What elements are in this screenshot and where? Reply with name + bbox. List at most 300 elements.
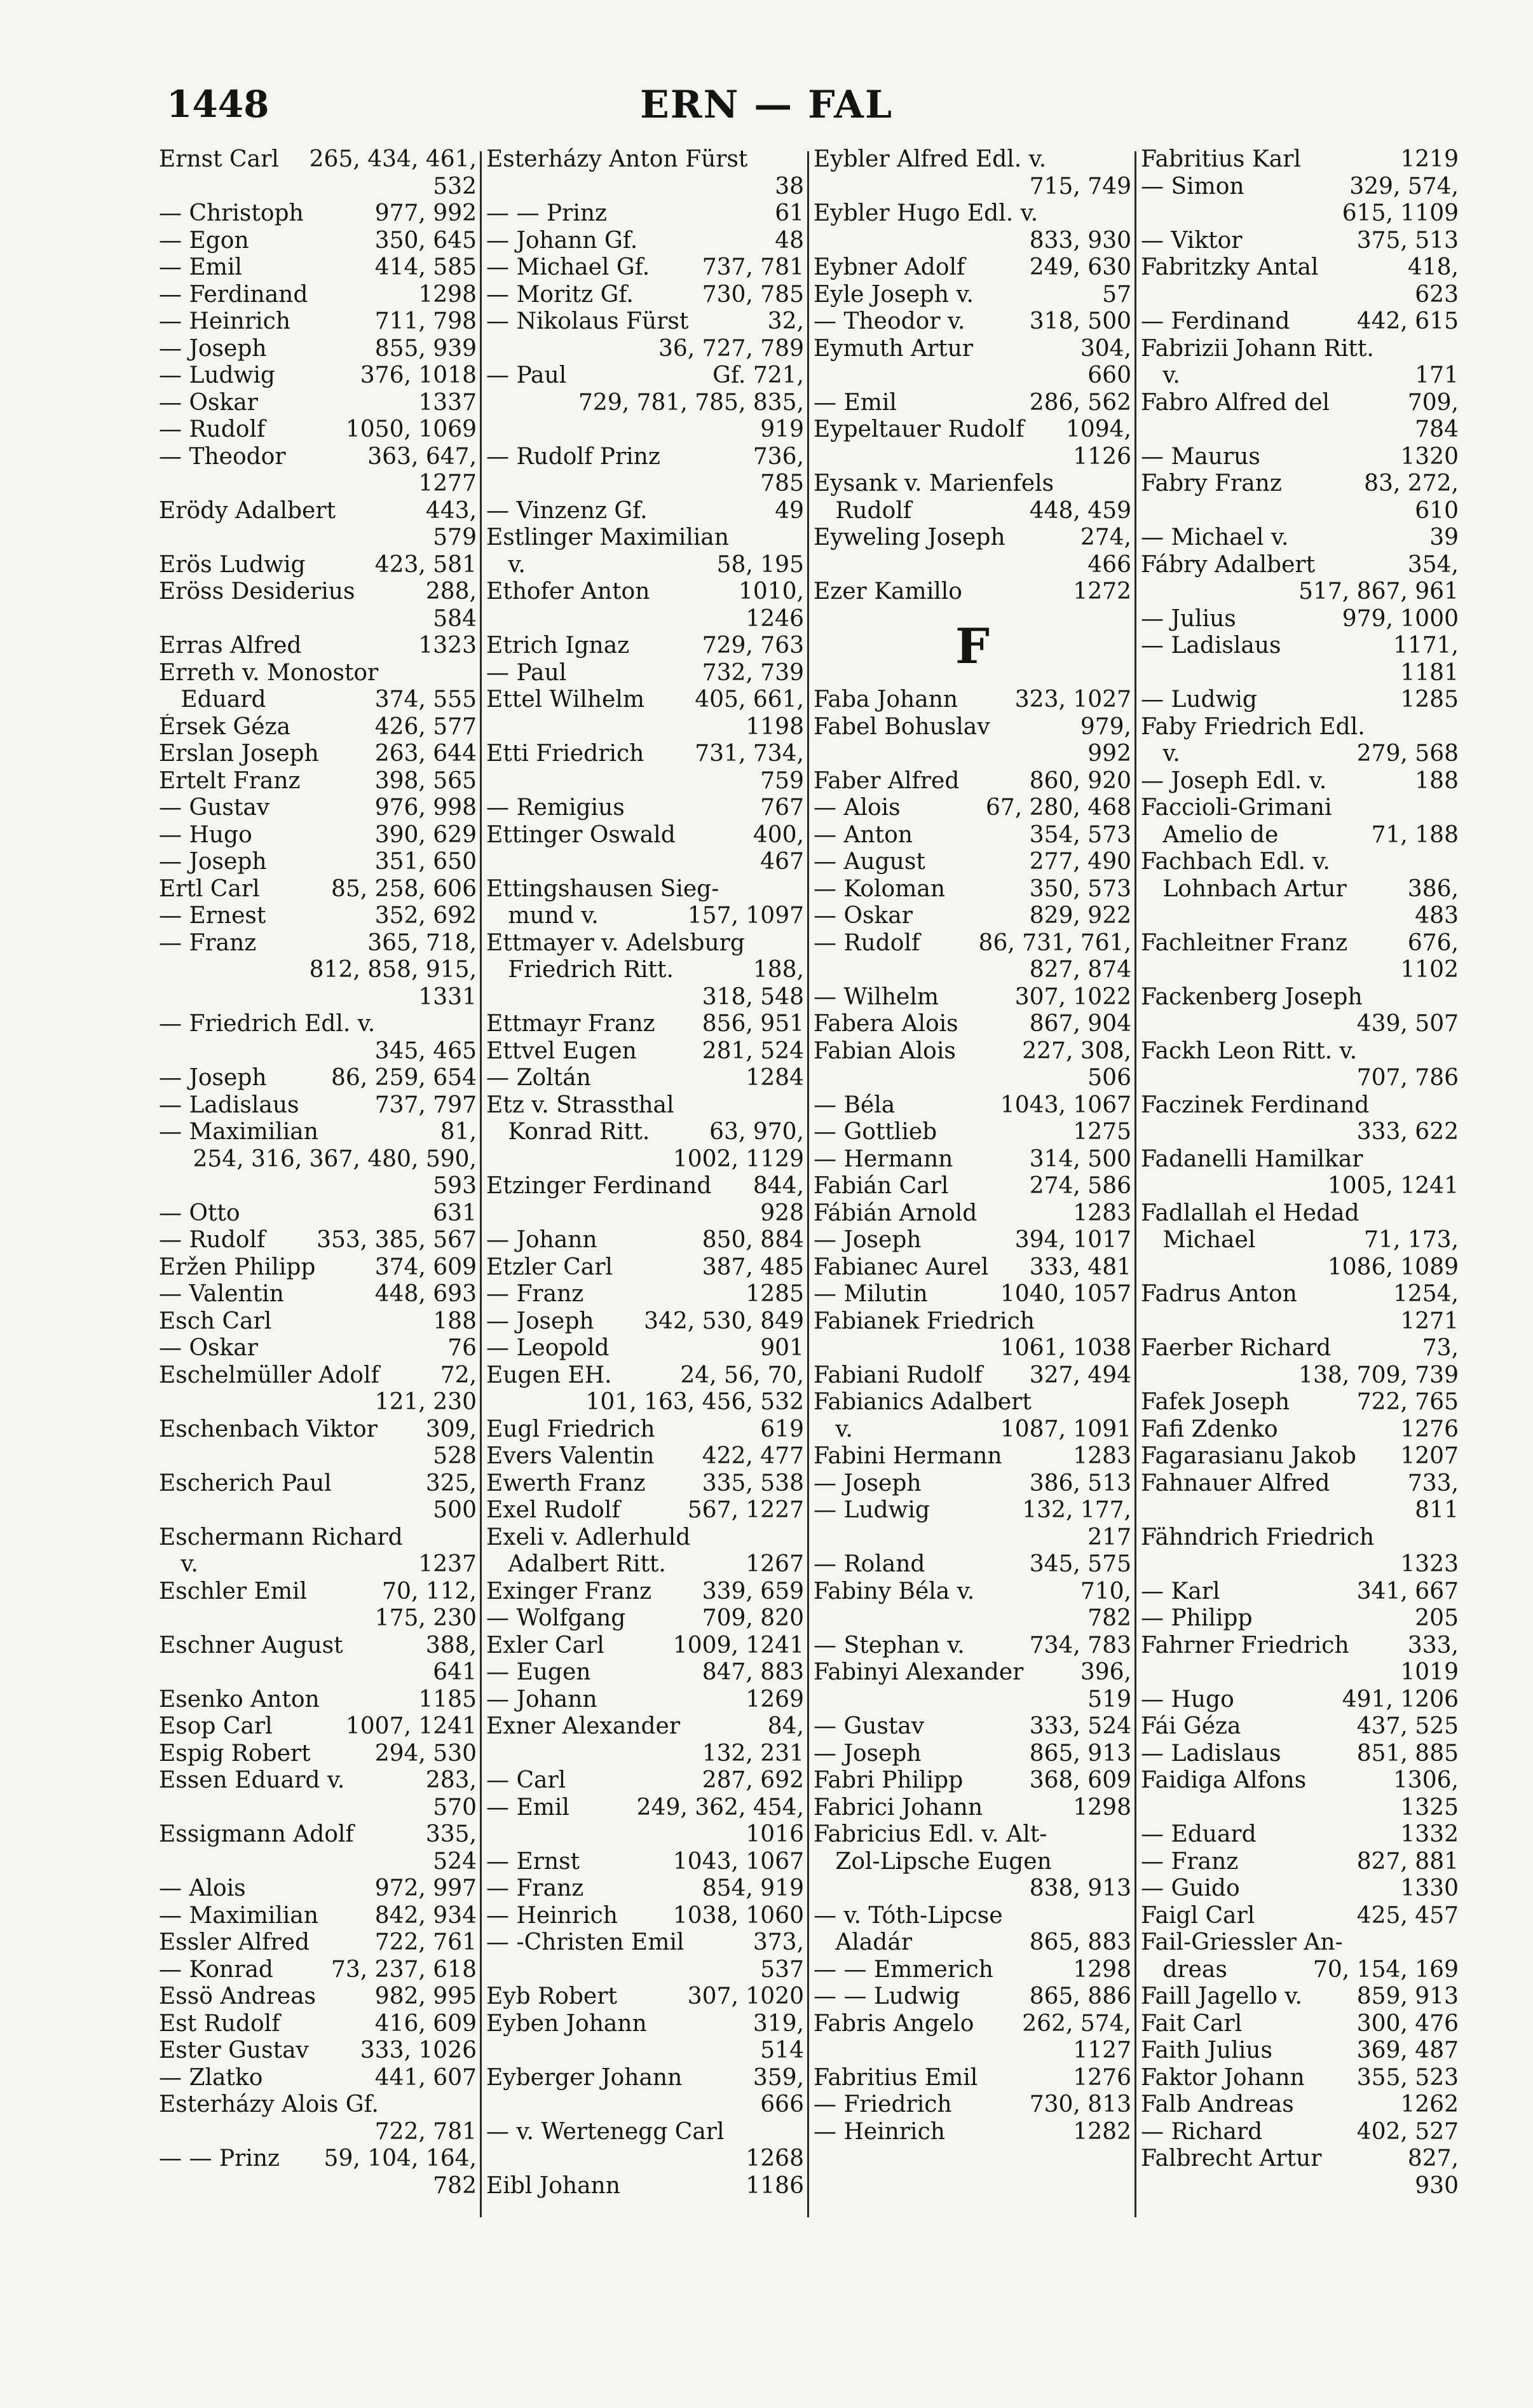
entry-pages: 1284 — [746, 1065, 804, 1091]
entry-name: — Maurus — [1141, 443, 1260, 470]
entry-name: — Ludwig — [814, 1497, 930, 1523]
entry-pages: 355, 523 — [1356, 2064, 1459, 2091]
entry-pages: 448, 693 — [374, 1281, 477, 1307]
entry-pages: 1102 — [1400, 957, 1459, 983]
entry-pages: 972, 997 — [374, 1875, 477, 1901]
entry-pages: 249, 630 — [1029, 254, 1131, 280]
index-entry — [486, 2091, 804, 2119]
index-entry — [486, 578, 804, 606]
entry-name: — Emil — [814, 389, 897, 416]
entry-name: — Hugo — [159, 821, 252, 848]
entry-pages: 1323 — [1400, 1551, 1459, 1577]
entry-pages: 101, 163, 456, 532 — [585, 1389, 804, 1415]
entry-pages: 263, 644 — [374, 741, 477, 767]
index-entry — [486, 1713, 804, 1741]
index-entry — [1141, 1821, 1459, 1849]
entry-pages: 400, — [753, 821, 804, 848]
entry-pages: 350, 573 — [1029, 875, 1131, 902]
index-entry — [1141, 1632, 1459, 1660]
entry-pages: 847, 883 — [702, 1659, 804, 1685]
index-entry — [1141, 174, 1459, 201]
entry-pages: 1219 — [1400, 146, 1459, 172]
entry-pages: 1269 — [746, 1686, 804, 1713]
index-entry — [814, 1632, 1131, 1660]
entry-name: Erödy Adalbert — [159, 497, 336, 524]
entry-pages: 709, 820 — [702, 1605, 804, 1631]
entry-pages: 374, 609 — [374, 1254, 477, 1280]
entry-pages: 1267 — [746, 1551, 804, 1577]
entry-name: v. — [814, 1416, 853, 1442]
index-entry — [814, 146, 1131, 174]
index-entry — [159, 876, 477, 903]
index-entry — [1141, 633, 1459, 660]
index-entry — [159, 741, 477, 768]
index-entry — [1141, 714, 1459, 741]
entry-pages: 386, — [1407, 875, 1459, 902]
entry-pages: 584 — [433, 605, 477, 632]
entry-pages: 1277 — [418, 470, 477, 496]
index-entry — [814, 1578, 1131, 1606]
entry-name: Fabri Philipp — [814, 1767, 964, 1793]
index-entry — [1141, 1173, 1459, 1200]
index-entry — [486, 768, 804, 795]
entry-pages: 329, 574, — [1349, 173, 1459, 200]
entry-pages: 782 — [1087, 1605, 1131, 1631]
index-entry — [159, 524, 477, 552]
entry-name: Fachleitner Franz — [1141, 929, 1348, 956]
index-entry — [814, 174, 1131, 201]
index-entry — [1141, 1983, 1459, 2011]
index-entry — [1141, 957, 1459, 984]
index-entry — [486, 1254, 804, 1282]
entry-pages: 58, 195 — [716, 551, 804, 578]
index-entry — [159, 1983, 477, 2011]
entry-pages: 1330 — [1400, 1875, 1459, 1901]
index-entry — [1141, 768, 1459, 795]
entry-name: — Eduard — [1141, 1821, 1257, 1847]
index-entry — [814, 1524, 1131, 1552]
entry-name: — Wolfgang — [486, 1605, 626, 1631]
index-entry — [486, 687, 804, 714]
entry-pages: 333, 1026 — [360, 2037, 477, 2063]
entry-pages: 249, 362, 454, — [636, 1794, 804, 1821]
entry-name: — Rudolf — [814, 929, 920, 956]
index-entry — [486, 174, 804, 201]
entry-name: Esch Carl — [159, 1308, 272, 1334]
entry-pages: 1320 — [1400, 443, 1459, 470]
entry-pages: 1181 — [1400, 659, 1459, 686]
entry-name: Etzler Carl — [486, 1254, 613, 1280]
index-entry — [486, 2119, 804, 2146]
entry-pages: 730, 813 — [1029, 2091, 1131, 2117]
entry-pages: 86, 259, 654 — [330, 1065, 477, 1091]
column-divider — [807, 151, 809, 2217]
entry-pages: 1298 — [418, 281, 477, 308]
index-entry — [814, 1497, 1131, 1524]
entry-name: — Heinrich — [159, 308, 290, 334]
index-entry — [159, 1929, 477, 1957]
entry-pages: 265, 434, 461, — [309, 146, 477, 172]
entry-name: Ettmayr Franz — [486, 1011, 655, 1037]
entry-name: — Christoph — [159, 200, 304, 226]
index-entry — [486, 1227, 804, 1254]
entry-name: Fabián Carl — [814, 1173, 949, 1199]
index-entry — [159, 1443, 477, 1470]
entry-name: — Franz — [159, 929, 257, 956]
entry-name: Faccioli-Grimani — [1141, 795, 1332, 821]
entry-pages: 85, 258, 606 — [330, 875, 477, 902]
index-entry — [1141, 1227, 1459, 1254]
entry-name: Essen Eduard v. — [159, 1767, 345, 1793]
index-entry — [159, 1632, 477, 1660]
entry-pages: 304, — [1080, 335, 1131, 362]
entry-pages: 439, 507 — [1356, 1011, 1459, 1037]
index-entry — [814, 1849, 1131, 1876]
index-entry — [1141, 1281, 1459, 1308]
entry-pages: 537 — [760, 1956, 804, 1983]
index-entry — [159, 444, 477, 471]
index-entry — [814, 1362, 1131, 1390]
entry-name: Eysank v. Marienfels — [814, 470, 1054, 496]
entry-name: Érsek Géza — [159, 713, 291, 740]
index-entry — [159, 660, 477, 687]
index-entry — [814, 2119, 1131, 2146]
entry-name: Fait Carl — [1141, 2010, 1243, 2037]
entry-name: Etti Friedrich — [486, 741, 644, 767]
entry-name: Ewerth Franz — [486, 1470, 646, 1496]
entry-pages: 930 — [1415, 2172, 1459, 2199]
index-entry — [1141, 1713, 1459, 1741]
entry-name: Esterházy Alois Gf. — [159, 2091, 379, 2117]
index-entry — [159, 254, 477, 282]
entry-pages: 517, 867, 961 — [1298, 578, 1459, 605]
index-entry — [1141, 1795, 1459, 1822]
entry-pages: 175, 230 — [374, 1605, 477, 1631]
entry-pages: 1323 — [418, 633, 477, 659]
entry-pages: 722, 765 — [1356, 1389, 1459, 1415]
entry-name: Amelio de — [1141, 821, 1279, 848]
entry-pages: 1275 — [1073, 1119, 1131, 1145]
index-entry — [814, 282, 1131, 309]
entry-name: Eymuth Artur — [814, 335, 974, 362]
index-entry — [486, 957, 804, 984]
entry-pages: 388, — [425, 1632, 477, 1659]
entry-pages: 254, 316, 367, 480, 590, — [193, 1146, 477, 1172]
entry-name: — — Prinz — [159, 2145, 280, 2172]
entry-pages: 491, 1206 — [1342, 1686, 1459, 1713]
entry-pages: 732, 739 — [702, 659, 804, 686]
index-entry — [1141, 578, 1459, 606]
entry-pages: 132, 231 — [702, 1740, 804, 1767]
entry-pages: 341, 667 — [1356, 1578, 1459, 1604]
entry-pages: 593 — [433, 1173, 477, 1199]
index-entry — [486, 2173, 804, 2200]
entry-pages: 1043, 1067 — [1000, 1091, 1131, 1118]
index-entry — [814, 930, 1131, 957]
index-entry — [1141, 876, 1459, 903]
entry-name: Aladár — [814, 1929, 913, 1955]
index-entry — [1141, 2145, 1459, 2173]
index-entry — [159, 416, 477, 444]
column-4 — [1141, 146, 1459, 2225]
index-entry — [486, 1605, 804, 1632]
entry-name: Michael — [1141, 1227, 1256, 1253]
entry-pages: 70, 154, 169 — [1312, 1956, 1459, 1983]
entry-name: Fabritzky Antal — [1141, 254, 1319, 280]
entry-name: Erreth v. Monostor — [159, 659, 379, 686]
entry-pages: 992 — [1087, 741, 1131, 767]
entry-pages: 83, 272, — [1364, 470, 1459, 496]
index-entry — [814, 1119, 1131, 1146]
entry-pages: 1285 — [1400, 687, 1459, 713]
entry-pages: 855, 939 — [374, 335, 477, 362]
entry-name: — Gustav — [159, 795, 270, 821]
entry-pages: 784 — [1415, 416, 1459, 442]
entry-name: Fabiny Béla v. — [814, 1578, 975, 1604]
entry-name: — Theodor — [159, 443, 286, 470]
entry-name: Fafi Zdenko — [1141, 1416, 1278, 1442]
entry-pages: 318, 548 — [702, 983, 804, 1010]
index-entry — [159, 1741, 477, 1768]
entry-name: Zol-Lipsche Eugen — [814, 1848, 1052, 1875]
entry-name: — Maximilian — [159, 1119, 318, 1145]
index-entry — [814, 1605, 1131, 1632]
column-1 — [159, 146, 477, 2225]
entry-pages: 368, 609 — [1029, 1767, 1131, 1793]
index-entry — [1141, 795, 1459, 822]
entry-pages: 286, 562 — [1029, 389, 1131, 416]
entry-pages: 39 — [1429, 524, 1459, 551]
entry-pages: 394, 1017 — [1014, 1227, 1131, 1253]
index-entry — [159, 390, 477, 417]
entry-pages: 865, 913 — [1029, 1740, 1131, 1767]
entry-pages: 715, 749 — [1029, 173, 1131, 200]
index-entry — [486, 633, 804, 660]
entry-pages: 59, 104, 164, — [324, 2145, 477, 2172]
index-entry — [1141, 2173, 1459, 2200]
index-entry — [486, 1578, 804, 1606]
index-entry — [159, 282, 477, 309]
entry-pages: 138, 709, 739 — [1298, 1362, 1459, 1388]
entry-name: Eržen Philipp — [159, 1254, 316, 1280]
entry-name: Fábián Arnold — [814, 1200, 978, 1226]
entry-pages: 73, 237, 618 — [330, 1956, 477, 1983]
index-entry — [486, 1011, 804, 1038]
index-entry — [1141, 1767, 1459, 1795]
index-entry — [1141, 1362, 1459, 1390]
index-entry — [1141, 1038, 1459, 1065]
entry-pages: 851, 885 — [1356, 1740, 1459, 1767]
entry-name: — Ernst — [486, 1848, 580, 1875]
entry-name: — — Emmerich — [814, 1956, 993, 1983]
index-entry — [486, 1659, 804, 1686]
entry-name: — Joseph — [159, 849, 267, 875]
index-entry — [814, 416, 1131, 444]
index-entry — [486, 1795, 804, 1822]
entry-name: — Joseph — [814, 1227, 922, 1253]
entry-pages: 514 — [760, 2037, 804, 2063]
index-columns — [159, 146, 1459, 2231]
index-entry — [486, 606, 804, 633]
entry-pages: 1127 — [1073, 2037, 1131, 2063]
entry-name: — Friedrich — [814, 2091, 952, 2117]
index-entry — [159, 2119, 477, 2146]
entry-pages: 335, 538 — [702, 1470, 804, 1496]
entry-name: — Zlatko — [159, 2064, 263, 2091]
entry-name: — Ludwig — [1141, 687, 1257, 713]
entry-pages: 1283 — [1073, 1443, 1131, 1469]
entry-name: Ettingshausen Sieg- — [486, 875, 719, 902]
entry-pages: 49 — [775, 497, 804, 524]
index-entry — [159, 228, 477, 255]
entry-pages: 901 — [760, 1335, 804, 1361]
entry-pages: 423, 581 — [374, 551, 477, 578]
entry-pages: 737, 781 — [702, 254, 804, 280]
entry-name: Fabro Alfred del — [1141, 389, 1330, 416]
entry-pages: 188 — [433, 1308, 477, 1334]
index-entry — [486, 2065, 804, 2092]
entry-name: Fabricius Edl. v. Alt- — [814, 1821, 1047, 1847]
entry-pages: 867, 904 — [1029, 1011, 1131, 1037]
entry-pages: 442, 615 — [1356, 308, 1459, 334]
entry-pages: 121, 230 — [374, 1389, 477, 1415]
entry-pages: 274, 586 — [1029, 1173, 1131, 1199]
entry-name: — Roland — [814, 1551, 925, 1577]
entry-name: v. — [1141, 741, 1180, 767]
entry-pages: 369, 487 — [1356, 2037, 1459, 2063]
entry-name: mund v. — [486, 903, 599, 929]
entry-pages: 414, 585 — [374, 254, 477, 280]
entry-pages: 722, 781 — [374, 2118, 477, 2145]
entry-name: Essö Andreas — [159, 1983, 317, 2009]
index-entry — [486, 1632, 804, 1660]
entry-name: — Joseph — [814, 1470, 922, 1496]
index-entry — [1141, 1308, 1459, 1336]
index-entry — [486, 1173, 804, 1200]
index-entry — [1141, 444, 1459, 471]
page-number: 1448 — [167, 83, 269, 126]
index-entry — [814, 578, 1131, 606]
entry-name: — Viktor — [1141, 227, 1243, 254]
entry-name: — Emil — [486, 1794, 569, 1821]
index-entry — [814, 498, 1131, 525]
column-divider — [480, 151, 482, 2217]
entry-pages: 1271 — [1400, 1308, 1459, 1334]
entry-pages: 443, — [425, 497, 477, 524]
entry-pages: 188, — [753, 957, 804, 983]
index-entry — [159, 1497, 477, 1524]
entry-pages: 71, 188 — [1371, 821, 1459, 848]
index-entry — [159, 1362, 477, 1390]
entry-name: Faidiga Alfons — [1141, 1767, 1307, 1793]
entry-name: — Joseph — [486, 1308, 594, 1334]
entry-pages: 217 — [1087, 1524, 1131, 1550]
index-entry — [159, 470, 477, 498]
index-entry — [1141, 2091, 1459, 2119]
entry-list — [159, 146, 477, 2199]
entry-name: — Vinzenz Gf. — [486, 497, 648, 524]
entry-name: — Franz — [1141, 1848, 1239, 1875]
index-entry — [486, 1741, 804, 1768]
entry-pages: 288, — [425, 578, 477, 605]
index-entry — [814, 2065, 1131, 2092]
entry-name: — Otto — [159, 1200, 240, 1226]
entry-pages: 1009, 1241 — [672, 1632, 804, 1659]
entry-pages: 323, 1027 — [1014, 687, 1131, 713]
entry-pages: 1016 — [746, 1821, 804, 1847]
entry-name: — Paul — [486, 362, 567, 388]
entry-name: Exeli v. Adlerhuld — [486, 1524, 691, 1550]
entry-pages: 570 — [433, 1794, 477, 1821]
index-entry — [1141, 822, 1459, 849]
index-entry — [486, 1281, 804, 1308]
entry-pages: 84, — [767, 1713, 804, 1739]
entry-pages: 1298 — [1073, 1794, 1131, 1821]
index-entry — [159, 1011, 477, 1038]
index-entry — [814, 390, 1131, 417]
index-entry — [486, 1416, 804, 1444]
entry-pages: 730, 785 — [702, 281, 804, 308]
entry-name: — Moritz Gf. — [486, 281, 634, 308]
entry-name: — Oskar — [159, 389, 258, 416]
index-entry — [814, 1146, 1131, 1173]
index-entry — [1141, 930, 1459, 957]
entry-name: — Heinrich — [486, 1902, 618, 1929]
entry-pages: 333, 524 — [1029, 1713, 1131, 1739]
index-entry — [814, 524, 1131, 552]
entry-pages: 333, 481 — [1029, 1254, 1131, 1280]
index-entry — [486, 714, 804, 741]
entry-name: Etrich Ignaz — [486, 633, 630, 659]
entry-name: — Alois — [814, 795, 901, 821]
index-entry — [814, 1416, 1131, 1444]
index-entry — [814, 336, 1131, 363]
index-entry — [814, 1659, 1131, 1686]
entry-pages: 36, 727, 789 — [658, 335, 804, 362]
index-entry — [159, 984, 477, 1011]
index-entry — [486, 1146, 804, 1173]
entry-name: Fabry Franz — [1141, 470, 1282, 496]
index-entry — [159, 1173, 477, 1200]
entry-name: — Johann Gf. — [486, 227, 638, 254]
index-entry — [814, 1903, 1131, 1930]
index-entry — [814, 1308, 1131, 1336]
entry-name: Faktor Johann — [1141, 2064, 1305, 2091]
index-entry — [486, 1983, 804, 2011]
entry-pages: 1002, 1129 — [672, 1146, 804, 1172]
entry-name: Eschler Emil — [159, 1578, 308, 1604]
entry-name: Faczinek Ferdinand — [1141, 1091, 1370, 1118]
index-entry — [159, 362, 477, 390]
entry-name: — v. Wertenegg Carl — [486, 2118, 725, 2145]
entry-pages: 86, 731, 761, — [978, 929, 1131, 956]
entry-name: — Ladislaus — [1141, 1740, 1281, 1767]
entry-pages: 1186 — [746, 2172, 804, 2199]
index-entry — [814, 444, 1131, 471]
index-entry — [486, 1200, 804, 1228]
index-entry — [486, 1362, 804, 1390]
entry-name: Faba Johann — [814, 687, 958, 713]
entry-name: Fabera Alois — [814, 1011, 958, 1037]
entry-pages: 734, 783 — [1029, 1632, 1131, 1659]
entry-name: — Joseph — [814, 1740, 922, 1767]
index-entry — [486, 741, 804, 768]
entry-pages: 707, 786 — [1356, 1065, 1459, 1091]
entry-pages: 1276 — [1400, 1416, 1459, 1442]
entry-name: — Richard — [1141, 2118, 1263, 2145]
index-entry — [1141, 1903, 1459, 1930]
entry-pages: 979, — [1080, 713, 1131, 740]
